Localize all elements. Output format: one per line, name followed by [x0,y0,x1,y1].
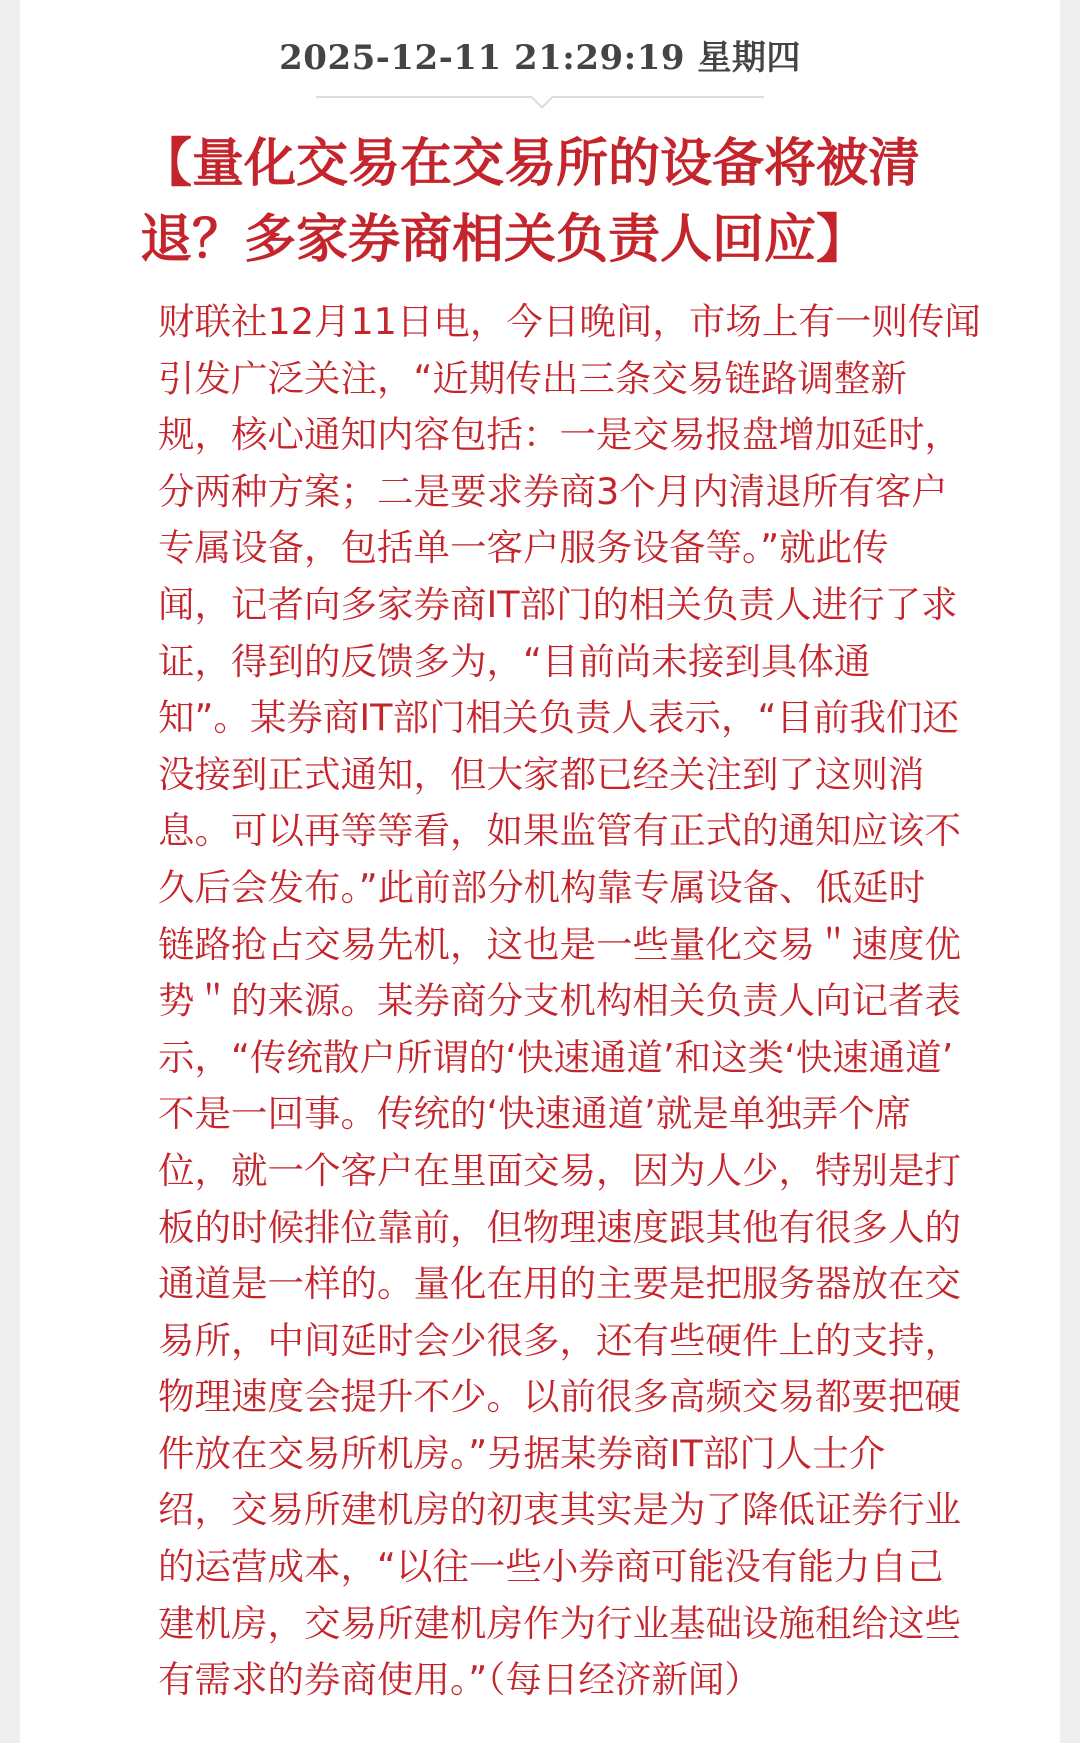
left-gutter [0,0,20,1743]
post-card [20,0,1060,1743]
post-title: 【量化交易在交易所的设备将被清退？多家券商相关负责人回应】 [140,134,921,270]
right-gutter [1060,0,1080,1743]
post-timestamp: 2025-12-11 21:29:19 星期四 [279,38,801,78]
divider-notch-icon [530,97,554,109]
article-body: 财联社12月11日电，今日晚间，市场上有一则传闻 引发广泛关注，“近期传出三条交易链路调整新 规，核心通知内容包括：一是交易报盘增加延时， 分两种方案；二是要求券商3个月内清退所有客户 专属设备，包括单一客户服务设备等。”就此传 闻，记者向多家券商IT部门的相关负责人进行了求 证，得到的反馈多为，“目前尚未接到具体通 知”。某券商IT部门相关负责人表示，“目前我们还 没接到正式通知，但大家都已经关注到了这则消 息。可以再等等看，如果监管有正式的通知应该不 久后会发布。”此前部分机构靠专属设备、低延时 链路抢占交易先机，这也是一些量化交易＂速度优 势＂的来源。某券商分支机构相关负责人向记者表 示，“传统散户所谓的‘快速通道’和这类‘快速通道’ 不是一回事。传统的‘快速通道’就是单独弄个席 位，就一个客户在里面交易，因为人少，特别是打 板的时候排位靠前，但物理速度跟其他有很多人的 通道是一样的。量化在用的主要是把服务器放在交 易所，中间延时会少很多，还有些硬件上的支持， 物理速度会提升不少。以前很多高频交易都要把硬 件放在交易所机房。”另据某券商IT部门人士介 绍，交易所建机房的初衷其实是为了降低证券行业 的运营成本，“以往一些小券商可能没有能力自己 建机房，交易所建机房作为行业基础设施租给这些 有需求的券商使用。”（每日经济新闻） [158,300,981,1702]
